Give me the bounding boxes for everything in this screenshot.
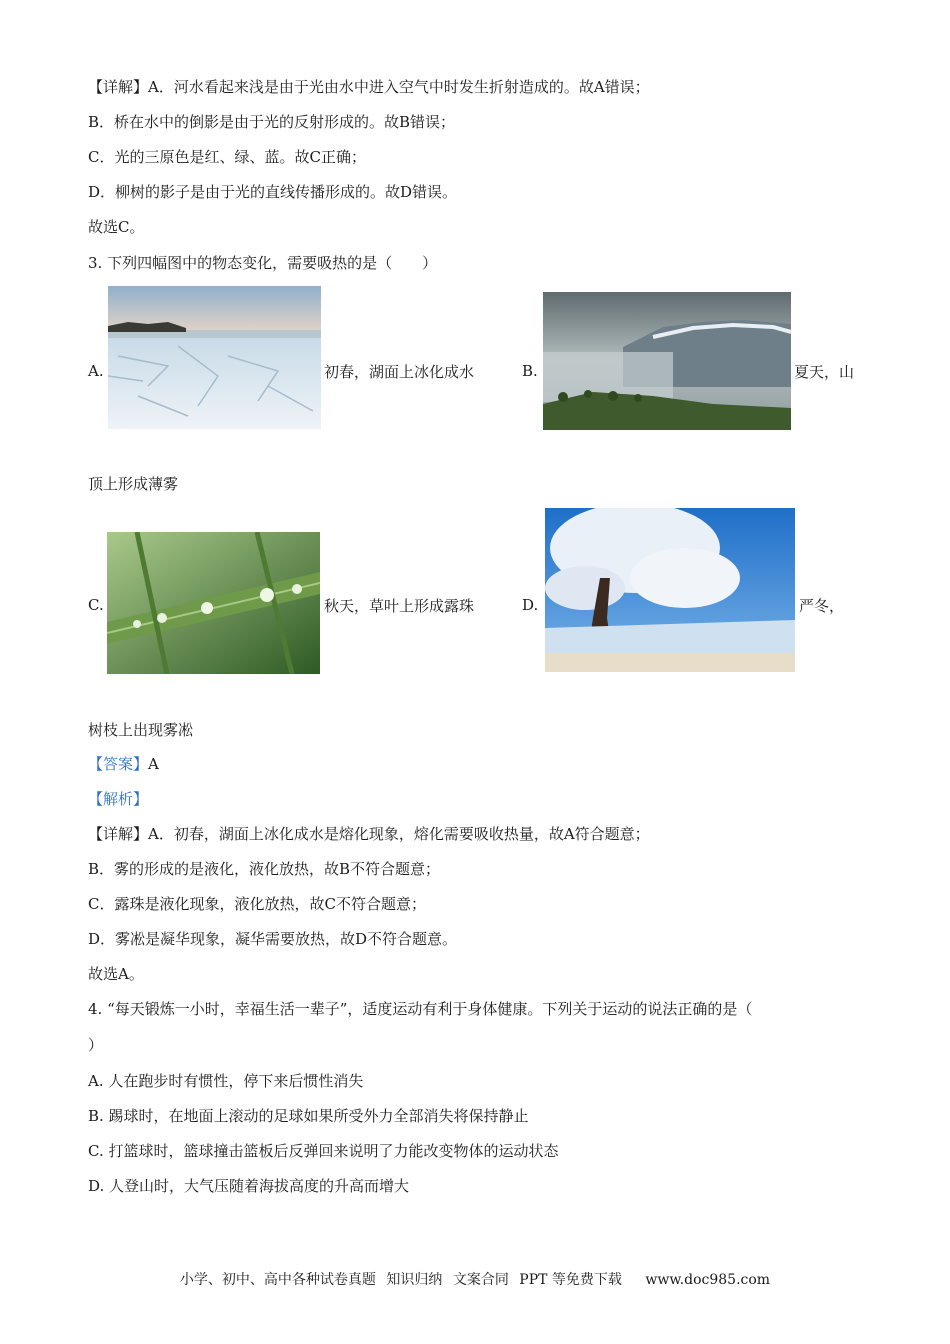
explain-line-2: B．桥在水中的倒影是由于光的反射形成的。故B错误； bbox=[88, 113, 456, 131]
q4-option-c: C. 打篮球时，篮球撞击篮板后反弹回来说明了力能改变物体的运动状态 bbox=[88, 1142, 559, 1160]
q3-option-a-caption: 初春，湖面上冰化成水 bbox=[324, 363, 475, 381]
footer-text-4: PPT 等免费下载 bbox=[519, 1272, 622, 1288]
q3-option-b-caption-cont: 顶上形成薄雾 bbox=[88, 475, 179, 493]
dewdrop-grass-photo bbox=[107, 532, 320, 674]
q3-option-d-letter: D. bbox=[522, 596, 539, 614]
explain-line-1 bbox=[88, 77, 650, 97]
q4-option-a: A. 人在跑步时有惯性，停下来后惯性消失 bbox=[88, 1072, 364, 1090]
q3-detail-line-2: B．雾的形成的是液化，液化放热，故B不符合题意； bbox=[88, 860, 441, 878]
q4-option-b: B. 踢球时，在地面上滚动的足球如果所受外力全部消失将保持静止 bbox=[88, 1107, 529, 1125]
q3-option-c-letter: C. bbox=[88, 596, 104, 614]
footer-text-1: 小学、初中、高中各种试卷真题 bbox=[179, 1272, 376, 1288]
q4-option-d: D. 人登山时，大气压随着海拔高度的升高而增大 bbox=[88, 1177, 410, 1195]
detail-tag: 【详解】 bbox=[88, 825, 149, 843]
explain-line-3: C．光的三原色是红、绿、蓝。故C正确； bbox=[88, 148, 366, 166]
q3-answer-line bbox=[88, 754, 159, 774]
q3-option-c-caption: 秋天，草叶上形成露珠 bbox=[324, 597, 475, 615]
answer-tag: 【答案】 bbox=[88, 755, 149, 773]
q4-stem-line-2: ） bbox=[88, 1036, 104, 1054]
frozen-lake-photo bbox=[108, 286, 321, 429]
q4-stem-line-1: 4. “每天锻炼一小时，幸福生活一辈子”，适度运动有利于身体健康。下列关于运动的说法正确的是（ bbox=[88, 1000, 753, 1018]
rime-tree-photo bbox=[545, 508, 795, 672]
answer-value: A bbox=[148, 755, 159, 773]
page-footer bbox=[0, 1269, 950, 1289]
explain-text-a: A．河水看起来浅是由于光由水中进入空气中时发生折射造成的。故A错误； bbox=[148, 78, 650, 96]
q3-option-d-caption: 严冬， bbox=[799, 597, 845, 615]
q3-option-a-letter: A. bbox=[88, 362, 104, 380]
q3-option-d-caption-cont: 树枝上出现雾凇 bbox=[88, 721, 194, 739]
footer-text-2: 知识归纳 bbox=[386, 1272, 443, 1288]
q3-detail-line-1 bbox=[88, 824, 650, 844]
analysis-tag: 【解析】 bbox=[88, 790, 149, 808]
q3-detail-line-4: D．雾凇是凝华现象，凝华需要放热，故D不符合题意。 bbox=[88, 930, 458, 948]
q3-detail-line-3: C．露珠是液化现象，液化放热，故C不符合题意； bbox=[88, 895, 426, 913]
q3-option-b-caption: 夏天，山 bbox=[794, 363, 855, 381]
footer-text-3: 文案合同 bbox=[452, 1272, 509, 1288]
explain-line-4: D．柳树的影子是由于光的直线传播形成的。故D错误。 bbox=[88, 183, 458, 201]
q3-option-b-letter: B. bbox=[522, 362, 538, 380]
mountain-fog-photo bbox=[543, 292, 791, 430]
q3-stem: 3. 下列四幅图中的物态变化，需要吸热的是（ ） bbox=[88, 254, 438, 272]
q3-conclusion: 故选A。 bbox=[88, 965, 144, 983]
explain-conclusion: 故选C。 bbox=[88, 218, 145, 236]
footer-url-link[interactable]: www.doc985.com bbox=[645, 1272, 771, 1288]
q3-detail-a: A．初春，湖面上冰化成水是熔化现象，熔化需要吸收热量，故A符合题意； bbox=[148, 825, 650, 843]
detail-tag: 【详解】 bbox=[88, 78, 149, 96]
